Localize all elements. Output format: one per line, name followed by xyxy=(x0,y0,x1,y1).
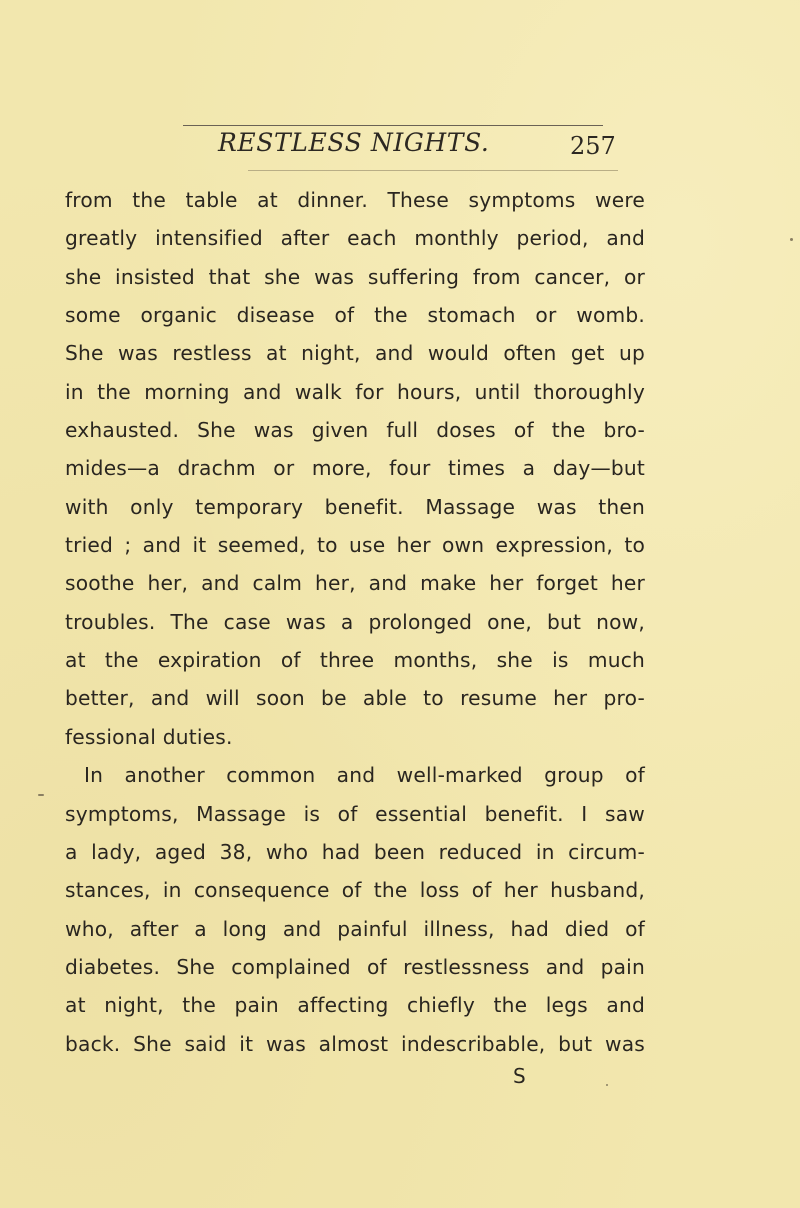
header-underline xyxy=(248,170,618,171)
text-line: better, and will soon be able to resume her pro- xyxy=(65,686,645,711)
text-line: who, after a long and painful illness, had died of xyxy=(65,916,645,941)
paper-speck xyxy=(606,1084,608,1086)
body-text xyxy=(65,181,645,1063)
signature-mark: S xyxy=(513,1064,526,1088)
text-line: back. She said it was almost indescribable, but was xyxy=(65,1031,645,1056)
text-line: She was restless at night, and would often get up xyxy=(65,341,645,366)
text-line: symptoms, Massage is of essential benefit. I saw xyxy=(65,801,645,826)
paper-speck xyxy=(790,238,793,241)
header-rule xyxy=(183,125,603,126)
text-line: greatly intensified after each monthly period, and xyxy=(65,226,645,251)
page-number: 257 xyxy=(570,132,616,160)
text-line: at the expiration of three months, she is much xyxy=(65,648,645,673)
paragraph-start-line: In another common and well-marked group of xyxy=(84,763,645,788)
text-line: diabetes. She complained of restlessness and pain xyxy=(65,954,645,979)
text-line: some organic disease of the stomach or womb. xyxy=(65,303,645,328)
text-line: mides—a drachm or more, four times a day—but xyxy=(65,456,645,481)
running-title: RESTLESS NIGHTS. xyxy=(218,128,490,157)
text-line: with only temporary benefit. Massage was then xyxy=(65,494,645,519)
text-line: from the table at dinner. These symptoms were xyxy=(65,188,645,212)
page-header xyxy=(0,128,800,164)
text-line: at night, the pain affecting chiefly the legs and xyxy=(65,993,645,1018)
text-line: soothe her, and calm her, and make her forget her xyxy=(65,571,645,596)
text-line: a lady, aged 38, who had been reduced in circum- xyxy=(65,839,645,864)
paper-speck xyxy=(38,794,44,796)
text-line: exhausted. She was given full doses of the bro- xyxy=(65,418,645,443)
text-line: stances, in consequence of the loss of her husband, xyxy=(65,878,645,903)
text-line: tried ; and it seemed, to use her own expression, to xyxy=(65,533,645,558)
paragraph-end-line: fessional duties. xyxy=(65,724,233,749)
text-line: troubles. The case was a prolonged one, but now, xyxy=(65,609,645,634)
text-line: in the morning and walk for hours, until thoroughly xyxy=(65,379,645,404)
text-line: she insisted that she was suffering from cancer, or xyxy=(65,264,645,289)
